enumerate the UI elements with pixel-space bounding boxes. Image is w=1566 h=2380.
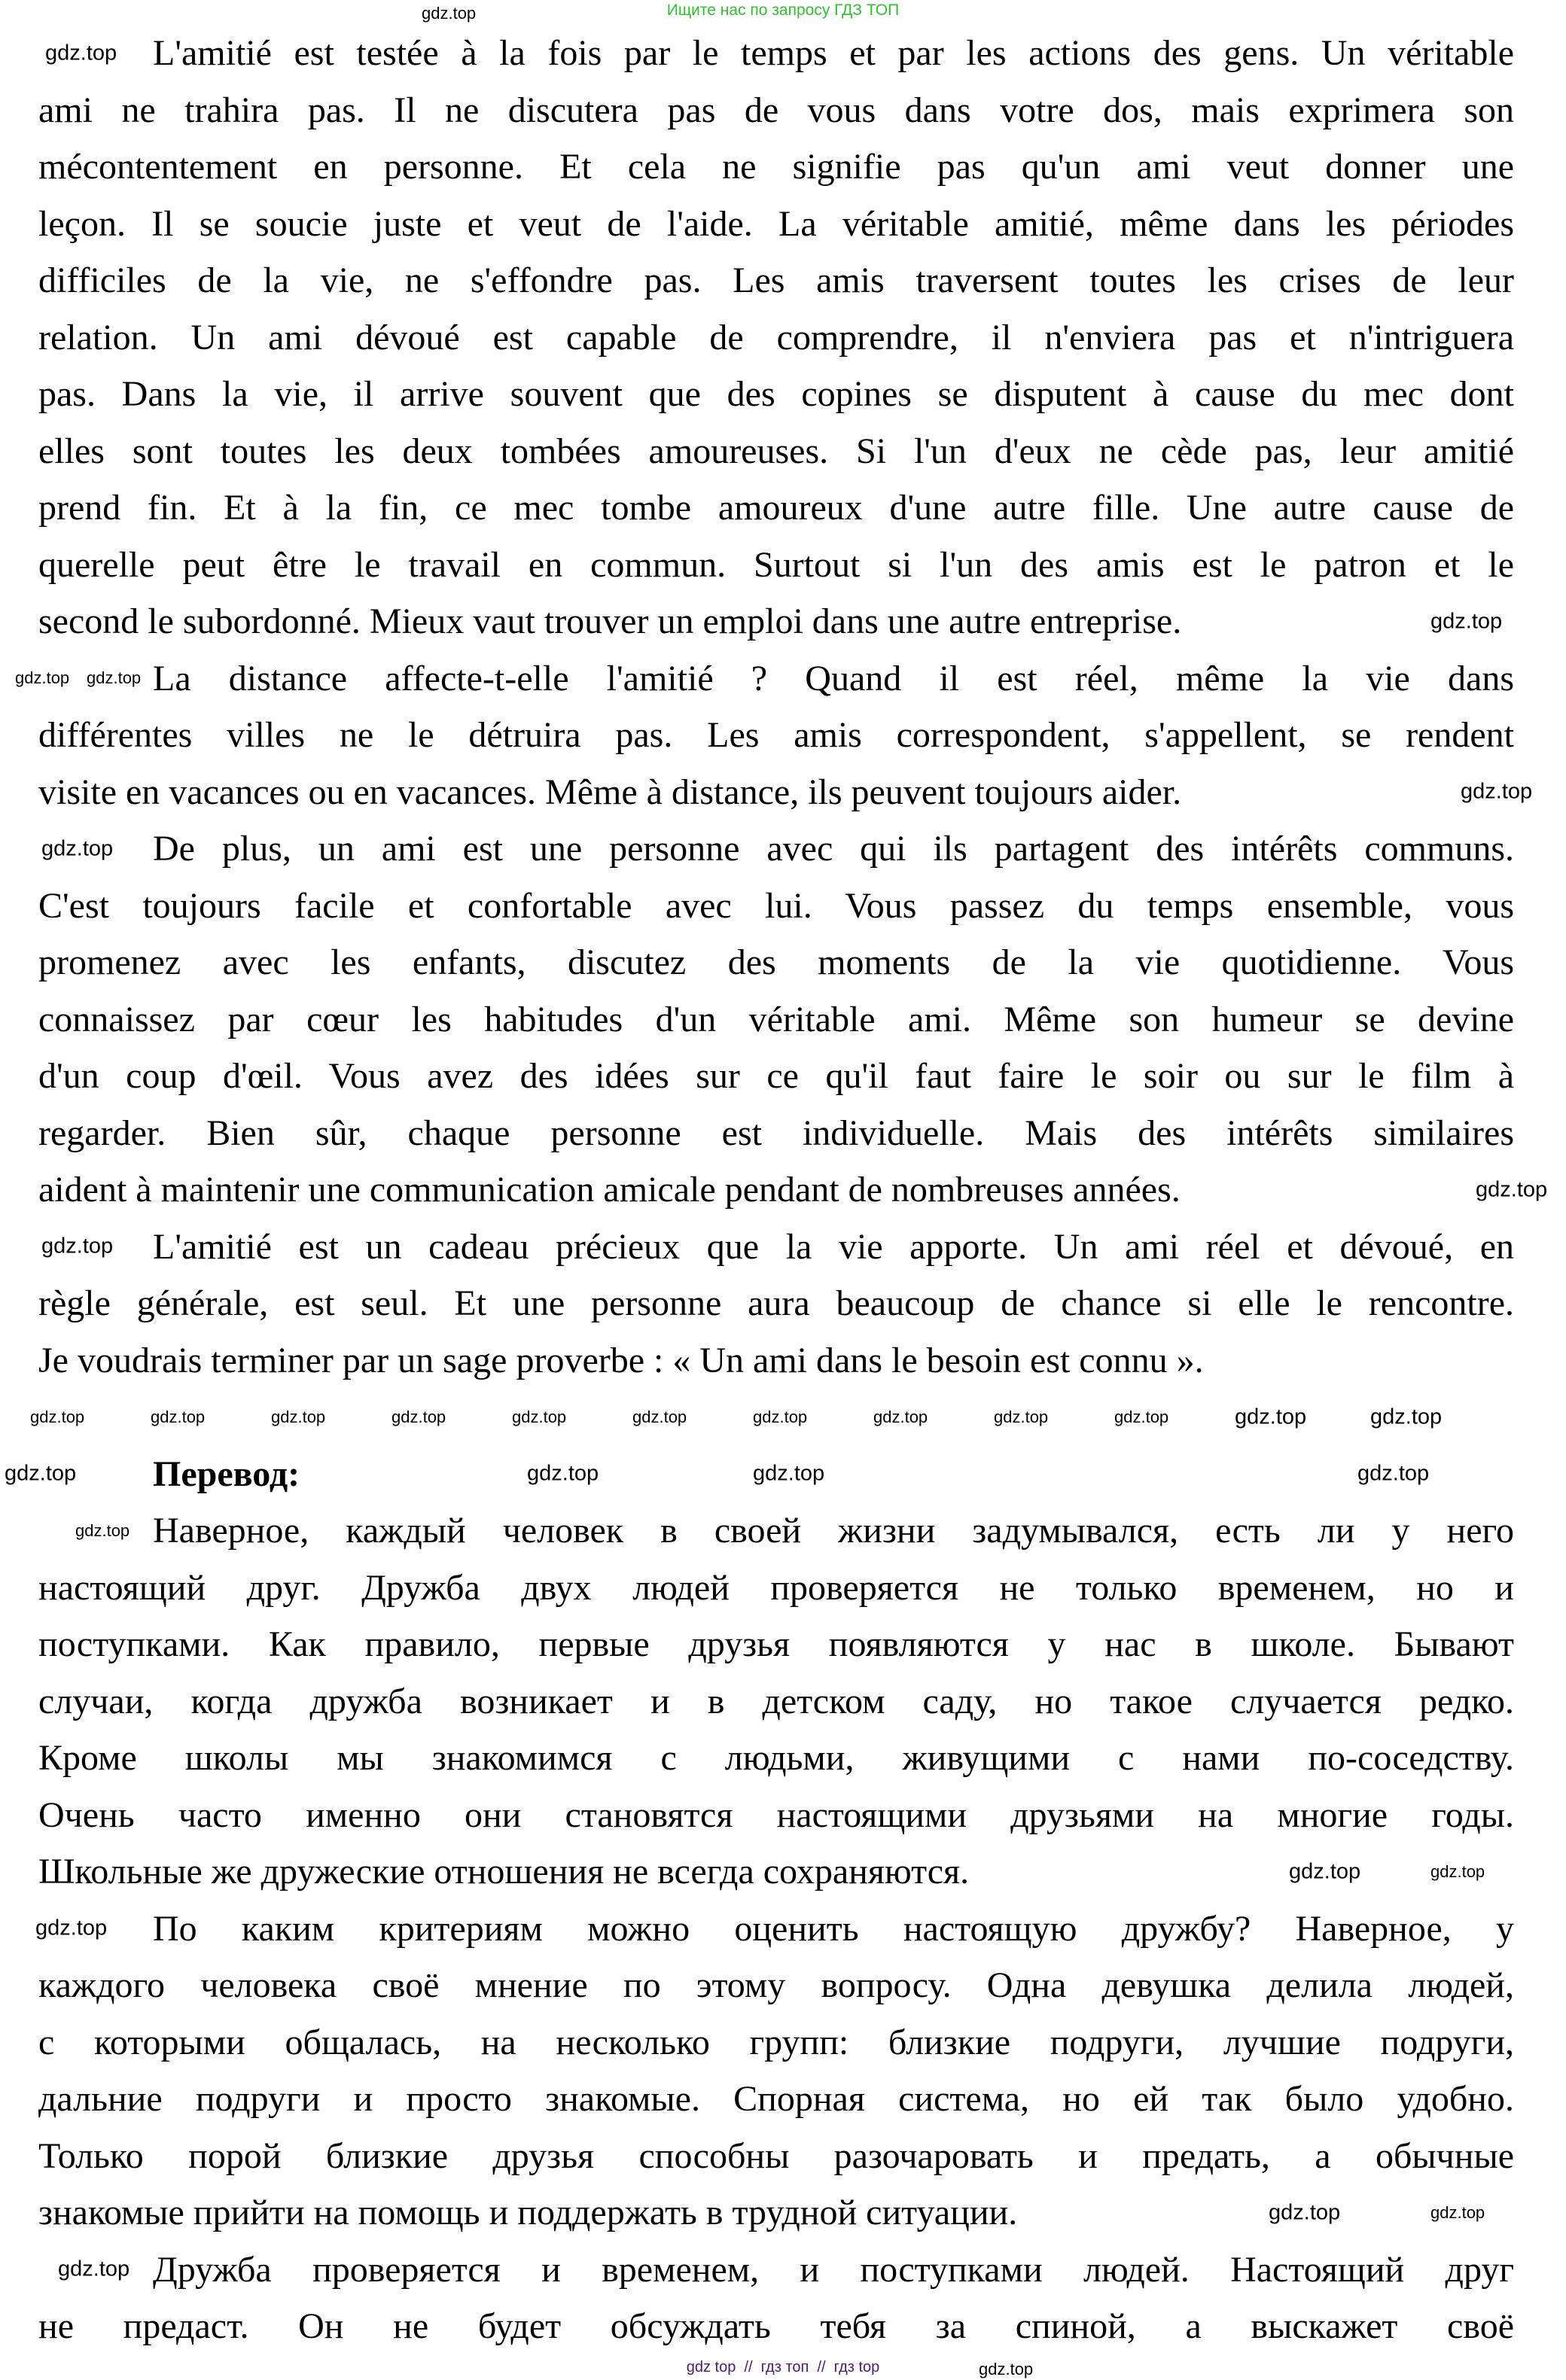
watermark-text: gdz.top	[5, 1461, 77, 1486]
watermark-text: gdz.top	[271, 1407, 326, 1426]
text-line: visite en vacances ou en vacances. Même à distance, ils peuvent toujours aider.	[38, 772, 1182, 812]
watermark-text: gdz.top	[1430, 2202, 1485, 2222]
watermark-text: gdz.top	[41, 1234, 114, 1258]
text-line: promenez avec les enfants, discutez des moments de la vie quotidienne. Vous	[38, 942, 1514, 982]
text-line: prend fin. Et à la fin, ce mec tombe amoureux d'une autre fille. Une autre cause de	[38, 488, 1514, 528]
watermark-text: gdz.top	[45, 41, 117, 65]
text-line: connaissez par cœur les habitudes d'un véritable ami. Même son humeur se devine	[38, 999, 1514, 1039]
watermark-text: gdz.top	[512, 1407, 567, 1426]
text-line: L'amitié est un cadeau précieux que la vie apporte. Un ami réel et dévoué, en	[153, 1226, 1514, 1267]
text-line: знакомые прийти на помощь и поддержать в трудной ситуации.	[38, 2193, 1018, 2232]
text-line: elles sont toutes les deux tombées amoureuses. Si l'un d'eux ne cède pas, leur amitié	[38, 431, 1514, 471]
watermark-text: gdz.top	[1370, 1405, 1443, 1429]
watermark-text: gdz.top	[994, 1407, 1049, 1426]
watermark-text: gdz.top	[1461, 779, 1533, 804]
watermark-text: gdz.top	[753, 1461, 825, 1486]
watermark-text: gdz.top	[1430, 609, 1503, 634]
text-line: не предаст. Он не будет обсуждать тебя за спиной, а выскажет своё	[38, 2306, 1514, 2346]
text-line: second le subordonné. Mieux vaut trouver un emploi dans une autre entreprise.	[38, 601, 1182, 641]
text-line: L'amitié est testée à la fois par le temps et par les actions des gens. Un véritable	[153, 33, 1514, 73]
watermark-text: gdz.top	[1430, 1861, 1485, 1881]
watermark-text: gdz.top	[527, 1461, 599, 1486]
text-line: La distance affecte-t-elle l'amitié ? Quand il est réel, même la vie dans	[153, 658, 1514, 698]
watermark-text: gdz.top	[41, 836, 114, 861]
watermark-text: gdz.top	[873, 1407, 928, 1426]
text-line: с которыми общалась, на несколько групп: близкие подруги, лучшие подруги,	[38, 2022, 1514, 2062]
text-line: случаи, когда дружба возникает и в детском саду, но такое случается редко.	[38, 1681, 1514, 1721]
watermark-text: gdz.top	[1114, 1407, 1169, 1426]
text-line: каждого человека своё мнение по этому вопросу. Одна девушка делила людей,	[38, 1965, 1514, 2005]
watermark-text: gdz.top	[1476, 1177, 1548, 1202]
watermark-text: gdz.top	[392, 1407, 446, 1426]
watermark-text: gdz.top	[58, 2257, 130, 2281]
header-search-note: Ищите нас по запросу ГДЗ ТОП	[666, 2, 900, 19]
text-line: difficiles de la vie, ne s'effondre pas. Les amis traversent toutes les crises de leur	[38, 260, 1514, 300]
watermark-text: gdz.top	[15, 668, 70, 688]
text-line: Очень часто именно они становятся настоящими друзьями на многие годы.	[38, 1794, 1514, 1835]
text-line: Наверное, каждый человек в своей жизни задумывался, есть ли у него	[153, 1511, 1514, 1551]
footer-note: gdz top // гдз топ // гдз top	[686, 2359, 880, 2375]
text-line: C'est toujours facile et confortable avec lui. Vous passez du temps ensemble, vous	[38, 885, 1514, 926]
text-line: différentes villes ne le détruira pas. Les amis correspondent, s'appellent, se rendent	[38, 715, 1514, 755]
text-line: relation. Un ami dévoué est capable de comprendre, il n'enviera pas et n'intriguera	[38, 317, 1514, 358]
text-line: По каким критериям можно оценить настоящую дружбу? Наверное, у	[153, 1908, 1514, 1949]
watermark-text: gdz.top	[87, 668, 142, 688]
watermark-text: gdz.top	[1269, 2200, 1341, 2225]
watermark-text: gdz.top	[30, 1407, 85, 1426]
watermark-text: gdz.top	[151, 1407, 206, 1426]
text-line: d'un coup d'œil. Vous avez des idées sur ce qu'il faut faire le soir ou sur le film à	[38, 1056, 1514, 1096]
text-line: mécontentement en personne. Et cela ne signifie pas qu'un ami veut donner une	[38, 147, 1514, 187]
text-line: leçon. Il se soucie juste et veut de l'aide. La véritable amitié, même dans les périodes	[38, 203, 1514, 244]
text-line: ami ne trahira pas. Il ne discutera pas de vous dans votre dos, mais exprimera son	[38, 90, 1514, 130]
text-line: Школьные же дружеские отношения не всегда сохраняются.	[38, 1852, 970, 1892]
text-line: pas. Dans la vie, il arrive souvent que des copines se disputent à cause du mec dont	[38, 374, 1514, 414]
text-line: Je voudrais terminer par un sage proverbe : « Un ami dans le besoin est connu ».	[38, 1340, 1204, 1380]
text-line: querelle peut être le travail en commun. Surtout si l'un des amis est le patron et le	[38, 544, 1514, 585]
watermark-text: gdz.top	[1357, 1461, 1430, 1486]
watermark-text: gdz.top	[75, 1520, 130, 1540]
watermark-text: gdz.top	[1289, 1859, 1361, 1884]
watermark-text: gdz.top	[632, 1407, 687, 1426]
text-line: настоящий друг. Дружба двух людей проверяется не только временем, но и	[38, 1567, 1514, 1608]
text-line: Только порой близкие друзья способны разочаровать и предать, а обычные	[38, 2135, 1514, 2176]
text-line: дальние подруги и просто знакомые. Спорная система, но ей так было удобно.	[38, 2079, 1514, 2119]
watermark-text: gdz.top	[422, 4, 477, 23]
watermark-text: gdz.top	[1235, 1405, 1307, 1429]
watermark-text: gdz.top	[753, 1407, 808, 1426]
text-line: aident à maintenir une communication amicale pendant de nombreuses années.	[38, 1170, 1181, 1210]
text-line: Кроме школы мы знакомимся с людьми, живущими с нами по-соседству.	[38, 1738, 1514, 1778]
text-line: règle générale, est seul. Et une personne aura beaucoup de chance si elle le rencontre.	[38, 1283, 1514, 1323]
watermark-text: gdz.top	[979, 2360, 1034, 2378]
text-line: De plus, un ami est une personne avec qui ils partagent des intérêts communs.	[153, 829, 1514, 869]
text-line: поступками. Как правило, первые друзья появляются у нас в школе. Бывают	[38, 1624, 1514, 1664]
text-line: Дружба проверяется и временем, и поступками людей. Настоящий друг	[153, 2249, 1514, 2290]
text-line: regarder. Bien sûr, chaque personne est individuelle. Mais des intérêts similaires	[38, 1112, 1514, 1153]
translation-heading: Перевод:	[153, 1453, 300, 1494]
watermark-text: gdz.top	[35, 1916, 108, 1940]
